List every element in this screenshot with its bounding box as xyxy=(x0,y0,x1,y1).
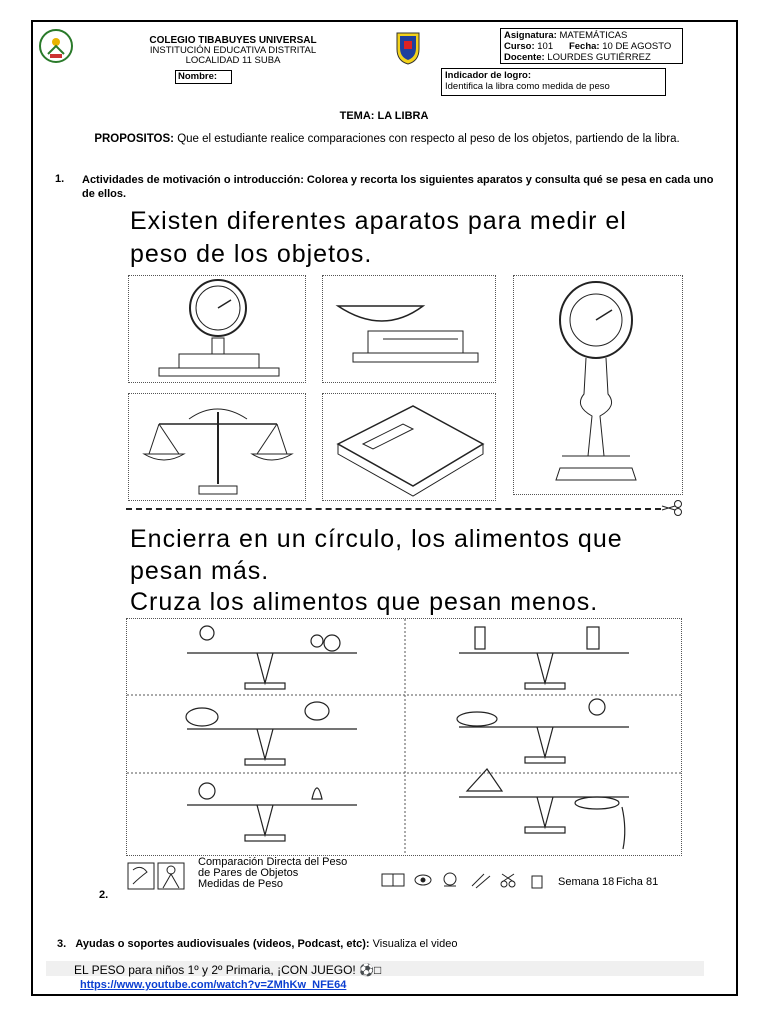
activity2-number: 2. xyxy=(99,889,109,901)
district-shield-icon xyxy=(395,31,421,65)
course-value: 101 xyxy=(537,41,554,52)
scissors-icon xyxy=(660,500,684,516)
teacher-value: LOURDES GUTIÉRREZ xyxy=(547,52,651,63)
activity3-text: Visualiza el video xyxy=(372,938,458,950)
worksheet-heading1-line1: Existen diferentes aparatos para medir el xyxy=(130,207,627,235)
institution-name: INSTITUCIÓN EDUCATIVA DISTRITAL xyxy=(149,45,317,56)
school-name: COLEGIO TIBABUYES UNIVERSAL xyxy=(149,35,317,46)
worksheet-footer-icons xyxy=(127,862,187,890)
pan-scale-icon xyxy=(323,276,495,382)
food-balance-grid xyxy=(126,618,682,856)
date-label: Fecha: xyxy=(568,41,600,52)
worksheet-heading1-line2: peso de los objetos. xyxy=(130,240,373,268)
activity1-number: 1. xyxy=(55,173,65,185)
worksheet-week: Semana 18 xyxy=(558,876,615,888)
indicator-box xyxy=(441,68,666,96)
subject-label: Asignatura: xyxy=(504,30,557,41)
activity3-number: 3. xyxy=(57,938,67,950)
indicator-label: Indicador de logro: xyxy=(445,70,532,81)
school-logo xyxy=(38,28,74,64)
worksheet-card: Ficha 81 xyxy=(616,876,659,888)
panel-dial-scale xyxy=(128,275,306,383)
purpose xyxy=(50,132,724,147)
worksheet-skill-icons xyxy=(380,870,550,890)
worksheet-heading2-line2: pesan más. xyxy=(130,557,270,585)
tall-scale-icon xyxy=(514,276,682,494)
panel-tall-scale xyxy=(513,275,683,495)
worksheet-footer-line2: de Pares de Objetos xyxy=(198,867,299,879)
locality: LOCALIDAD 11 SUBA xyxy=(185,55,281,66)
purpose-text: Que el estudiante realice comparaciones con respecto al peso de los objetos, partiendo de la libra. xyxy=(177,133,680,145)
subject-box xyxy=(500,28,683,64)
teacher-label: Docente: xyxy=(504,52,545,63)
video-title: EL PESO para niños 1º y 2º Primaria, ¡CON JUEGO! ⚽□ xyxy=(74,963,382,977)
name-field-label: Nombre: xyxy=(175,70,232,84)
bathroom-scale-icon xyxy=(323,394,495,500)
dial-scale-icon xyxy=(129,276,305,382)
purpose-label: PROPOSITOS: xyxy=(94,133,174,145)
date-value: 10 DE AGOSTO xyxy=(602,41,672,52)
activity3-label: Ayudas o soportes audiovisuales (videos, Podcast, etc): xyxy=(75,938,370,950)
cut-line xyxy=(126,508,661,510)
course-label: Curso: xyxy=(504,41,535,52)
panel-balance xyxy=(128,393,306,501)
worksheet-footer-line1: Comparación Directa del Peso xyxy=(198,856,348,868)
activity1-text: Actividades de motivación o introducción: Colorea y recorta los siguientes aparatos y consulta qué se pesa en cada uno de ellos. xyxy=(82,174,714,200)
panel-pan-scale xyxy=(322,275,496,383)
school-block xyxy=(108,36,358,66)
indicator-value: Identifica la libra como medida de peso xyxy=(445,81,610,92)
worksheet-footer-line3: Medidas de Peso xyxy=(198,878,283,890)
worksheet-heading3: Cruza los alimentos que pesan menos. xyxy=(130,588,599,616)
panel-bathroom-scale xyxy=(322,393,496,501)
worksheet-heading2-line1: Encierra en un círculo, los alimentos que xyxy=(130,525,623,553)
video-link[interactable]: https://www.youtube.com/watch?v=ZMhKw_NFE64 xyxy=(80,979,347,991)
food-balances-icon xyxy=(127,619,681,855)
subject-value: MATEMÁTICAS xyxy=(559,30,628,41)
balance-icon xyxy=(129,394,305,500)
activity3 xyxy=(57,938,457,950)
topic-title: TEMA: LA LIBRA xyxy=(339,110,429,122)
